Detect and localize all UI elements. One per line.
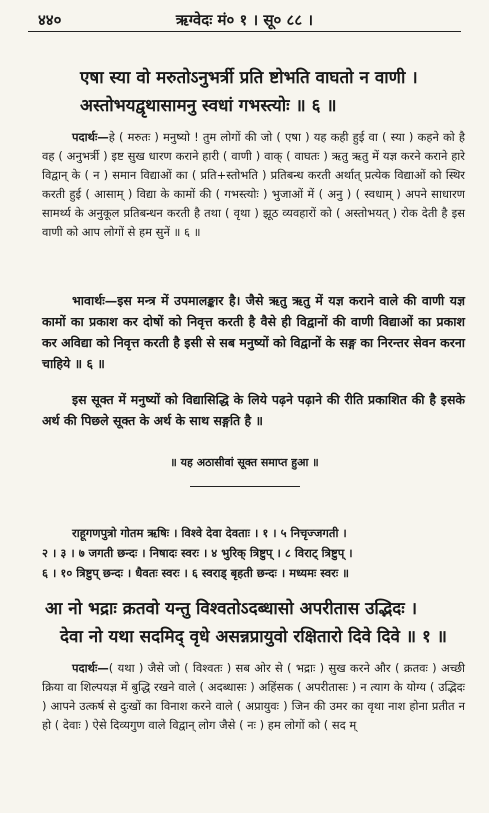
padartha-1 (42, 128, 465, 242)
bhavartha (42, 290, 465, 374)
rishi-devata-line: राहूगणपुत्रो गोतम ऋषिः । विश्वे देवा देवताः । १ । ५ निचृज्जगती । (72, 526, 347, 540)
chhanda-line-2: ६ । १० त्रिष्टुप् छन्दः । धैवतः स्वरः । ६ स्वराड् बृहती छन्दः । मध्यमः स्वरः ॥ (42, 566, 350, 580)
mantra-2-line-1: आ नो भद्राः क्रतवो यन्तु विश्वतोऽदब्धासो अपरीतास उद्भिदः । (45, 599, 418, 619)
bhavartha-text: इस मन्त्र में उपमालङ्कार है। जैसे ऋतु ऋतु में यज्ञ कराने वाले की वाणी यज्ञ कामों का प्रकाश कर दोषों को निवृत्त करती है वैसे ही विद्वानों की वाणी विद्याओं का प्रकाश कर अविद्या को निवृत्त करती है इसी से सब मनुष्यों को विद्वानों के सङ्ग का निरन्तर सेवन करना चाहिये ॥ ६ ॥ (42, 293, 465, 371)
mantra-2-line-2: देवा नो यथा सदमिद् वृधे असन्नप्रायुवो रक्षितारो दिवे दिवे ॥ १ ॥ (60, 627, 447, 647)
padartha-2-text: ( यथा ) जैसे जो ( विश्वतः ) सब ओर से ( भद्राः ) सुख करने और ( क्रतवः ) अच्छी क्रिया वा शिल्पयज्ञ में बुद्धि रखने वाले ( अदब्धासः ) अहिंसक ( अपरीतासः ) न त्याग के योग्य ( उद्भिदः ) आपने उत्कर्ष से दुःखों का विनाश करने वाले ( अप्रायुवः ) जिन की उमर का वृथा नाश होना प्रतीत न हो ( देवाः ) ऐसे दिव्यगुण वाले विद्वान् लोग जैसे ( नः ) हम लोगों को ( सद म् (42, 661, 465, 732)
sukta-completion: ॥ यह अठासीवां सूक्त समाप्त हुआ ॥ (170, 456, 319, 469)
mantra-1-line-2: अस्तोभयद्वृथासामनु स्वधां गभस्त्योः ॥ ६ ॥ (80, 96, 337, 116)
section-separator (190, 486, 300, 487)
padartha-1-label: पदार्थः— (72, 130, 109, 144)
running-title: ऋग्वेदः मं० १ । सू० ८८ । (175, 11, 314, 29)
padartha-2 (42, 659, 465, 735)
mantra-1-line-1: एषा स्या वो मरुतोऽनुभर्त्री प्रति ष्टोभति वाघतो न वाणी । (80, 68, 418, 88)
bhavartha-label: भावार्थः— (72, 293, 118, 308)
padartha-1-text: हे ( मरुतः ) मनुष्यो ! तुम लोगों की जो ( एषा ) यह कही हुई वा ( स्या ) कहने को है वह ( अनुभर्त्री ) इष्ट सुख धारण कराने हारी ( वाणी ) वाक् ( वाघतः ) ऋतु ऋतु में यज्ञ करने कराने हारे विद्वान् के ( न ) समान विद्याओं का ( प्रति+स्तोभति ) प्रतिबन्ध करती अर्थात् प्रत्येक विद्याओं को स्थिर करती हुई ( आसाम् ) विद्या के कामों की ( गभस्त्योः ) भुजाओं में ( अनु ) ( स्वधाम् ) अपने साधारण सामर्थ्य के अनुकूल प्रतिबन्धन करती है तथा ( वृथा ) झूठ व्यवहारों को ( अस्तोभयत् ) रोक देती है इस वाणी को आप लोगों से हम सुनें ॥ ६ ॥ (42, 130, 465, 239)
chhanda-line-1: २ । ३ । ७ जगती छन्दः । निषादः स्वरः । ४ भुरिक् त्रिष्टुप् । ८ विराट् त्रिष्टुप् । (42, 546, 353, 560)
sukta-summary: इस सूक्त में मनुष्यों को विद्यासिद्धि के लिये पढ़ने पढ़ाने की रीति प्रकाशित की है इसके अर्थ की पिछले सूक्त के अर्थ के साथ सङ्गति है ॥ (42, 392, 465, 428)
page-number: ४४० (38, 11, 62, 29)
padartha-2-label: पदार्थः— (72, 661, 109, 675)
header-rule (28, 31, 461, 32)
page-header (28, 8, 461, 30)
